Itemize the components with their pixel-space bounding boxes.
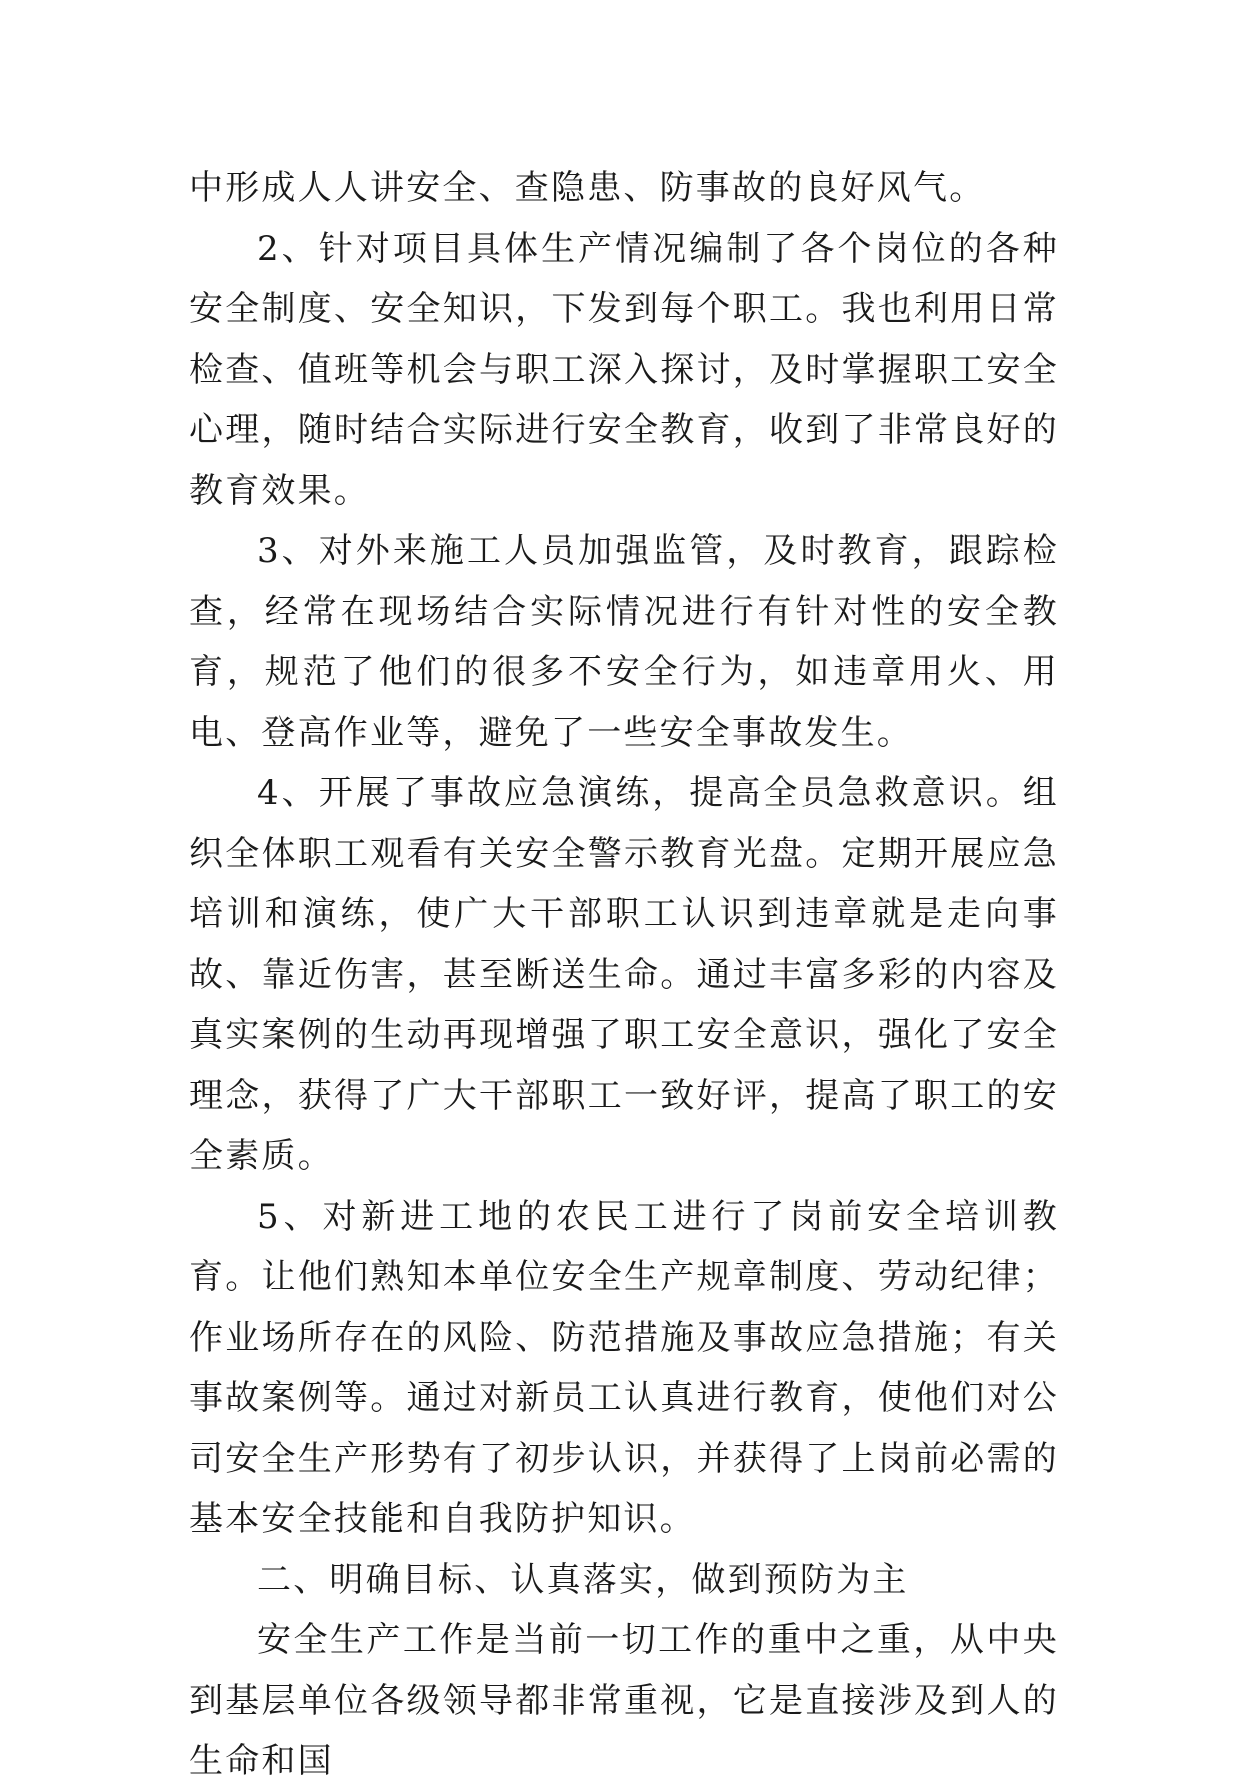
paragraph-item-2: 2、针对项目具体生产情况编制了各个岗位的各种安全制度、安全知识，下发到每个职工。我也利用日常检查、值班等机会与职工深入探讨，及时掌握职工安全心理，随时结合实际进行安全教育，收到了非常良好的教育效果。 xyxy=(189,228,1059,511)
paragraph-item-3: 3、对外来施工人员加强监管，及时教育，跟踪检查，经常在现场结合实际情况进行有针对性的安全教育，规范了他们的很多不安全行为，如违章用火、用电、登高作业等，避免了一些安全事故发生。 xyxy=(189,531,1059,753)
paragraph-section-intro: 安全生产工作是当前一切工作的重中之重，从中央到基层单位各级领导都非常重视，它是直接涉及到人的生命和国 xyxy=(189,1620,1059,1781)
paragraph-item-5: 5、对新进工地的农民工进行了岗前安全培训教育。让他们熟知本单位安全生产规章制度、劳动纪律；作业场所存在的风险、防范措施及事故应急措施；有关事故案例等。通过对新员工认真进行教育，使他们对公司安全生产形势有了初步认识，并获得了上岗前必需的基本安全技能和自我防护知识。 xyxy=(189,1196,1059,1539)
section-heading: 二、明确目标、认真落实，做到预防为主 xyxy=(257,1559,909,1600)
paragraph-continuation: 中形成人人讲安全、查隐患、防事故的良好风气。 xyxy=(189,168,986,208)
paragraph-item-4: 4、开展了事故应急演练，提高全员急救意识。组织全体职工观看有关安全警示教育光盘。定期开展应急培训和演练，使广大干部职工认识到违章就是走向事故、靠近伤害，甚至断送生命。通过丰富多彩的内容及真实案例的生动再现增强了职工安全意识，强化了安全理念，获得了广大干部职工一致好评，提高了职工的安全素质。 xyxy=(189,773,1059,1176)
document-body xyxy=(189,158,1059,1792)
